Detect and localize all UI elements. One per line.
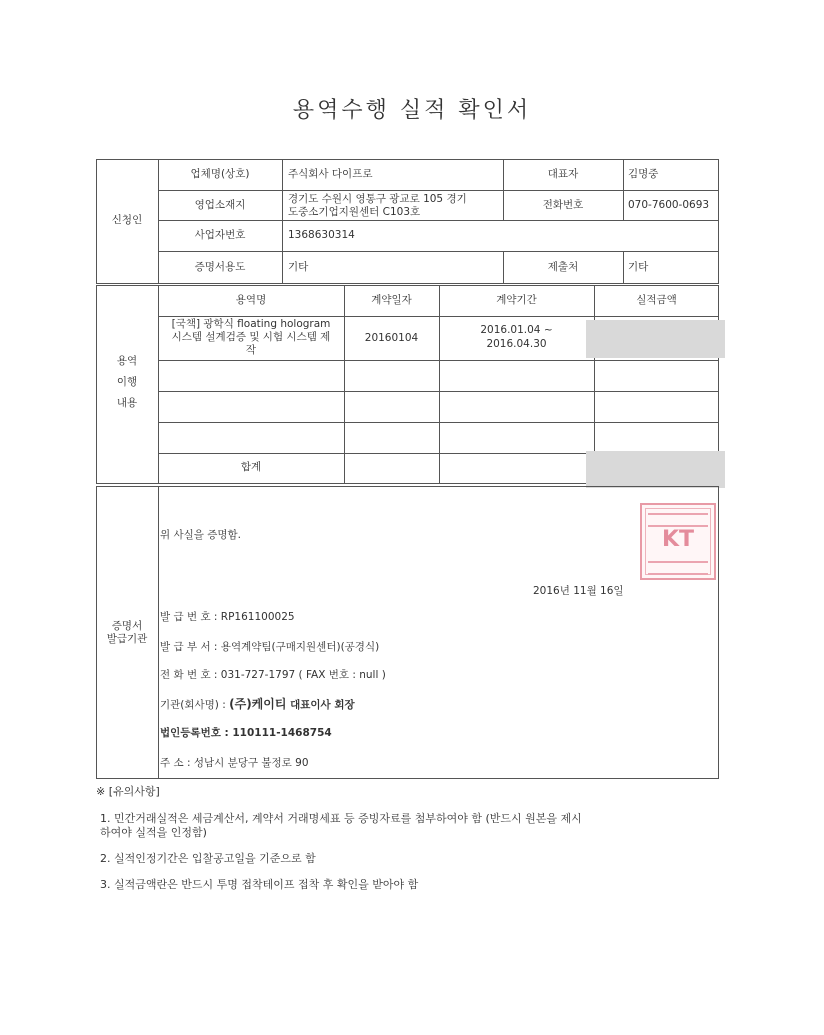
service-name-line3: 작 [245,344,257,356]
phone-value: 070-7600-0693 [628,199,710,211]
company-value: 주식회사 다이프로 [288,168,373,180]
applicant-section-label: 신청인 [111,214,143,226]
certification-statement: 위 사실을 증명함. [160,529,242,541]
org-suffix: 대표이사 회장 [286,699,355,711]
company-seal-stamp [640,503,716,580]
bizno-label: 사업자번호 [194,229,246,241]
issuer-phone: 전 화 번 호 : 031-727-1797 ( FAX 번호 : null ) [160,669,386,681]
note-item-1: 1. 민간거래실적은 세금계산서, 계약서 거래명세표 등 증빙자료를 첨부하여야 함 (반드시 원본을 제시 [100,812,582,825]
company-label: 업체명(상호) [190,168,250,180]
header-contract-date: 계약일자 [371,294,412,306]
amount-redacted [586,320,725,358]
issuer-section-label-1: 증명서 [111,620,143,632]
note-item-3: 3. 실적금액란은 반드시 투명 접착테이프 접착 후 확인을 받아야 함 [100,878,419,891]
phone-label: 전화번호 [542,199,584,211]
service-name-line2: 시스템 설계검증 및 시험 시스템 제 [171,331,331,343]
service-section-label-1: 용역 [116,355,138,367]
issue-department: 발 급 부 서 : 용역계약팀(구매지원센터)(공경식) [160,641,380,653]
service-section-label-3: 내용 [116,397,138,409]
header-service-name: 용역명 [235,294,267,306]
service-name-line1: [국책] 광학식 floating hologram [171,318,331,330]
issuer-section-label-2: 발급기관 [106,633,148,645]
document-title: 용역수행 실적 확인서 [292,98,532,123]
purpose-label: 증명서용도 [194,261,246,273]
seal-text: KT [661,527,695,552]
address-value-line2: 도중소기업지원센터 C103호 [288,206,421,218]
org-prefix: 기관(회사명) : [160,699,230,711]
contract-period-line2: 2016.04.30 [486,338,547,350]
header-amount: 실적금액 [636,294,677,306]
note-item-2: 2. 실적인정기간은 입찰공고일을 기준으로 함 [100,852,316,865]
address-label: 영업소재지 [194,199,246,211]
notes-header: ※ [유의사항] [96,785,160,798]
service-section-label-2: 이행 [116,376,138,388]
address-value-line1: 경기도 수원시 영통구 광교로 105 경기 [288,193,467,205]
purpose-value: 기타 [288,261,309,273]
submit-value: 기타 [628,261,649,273]
total-amount-redacted [586,451,725,488]
submit-label: 제출처 [547,261,579,273]
issue-number: 발 급 번 호 : RP161100025 [160,611,295,623]
org-name: (주)케이티 [229,697,287,711]
corporate-registration-number: 법인등록번호 : 110111-1468754 [160,727,332,739]
ceo-value: 김명중 [628,168,659,180]
note-item-1-cont: 하여야 실적을 인정함) [100,826,207,839]
contract-period-line1: 2016.01.04 ~ [480,324,553,336]
issuer-address: 주 소 : 성남시 분당구 불정로 90 [160,757,309,769]
issue-date: 2016년 11월 16일 [533,585,624,597]
contract-date-value: 20160104 [364,332,419,344]
bizno-value: 1368630314 [288,229,355,241]
issuer-organization [160,698,355,712]
ceo-label: 대표자 [547,168,579,180]
header-contract-period: 계약기간 [496,294,537,306]
total-label: 합계 [240,461,262,473]
